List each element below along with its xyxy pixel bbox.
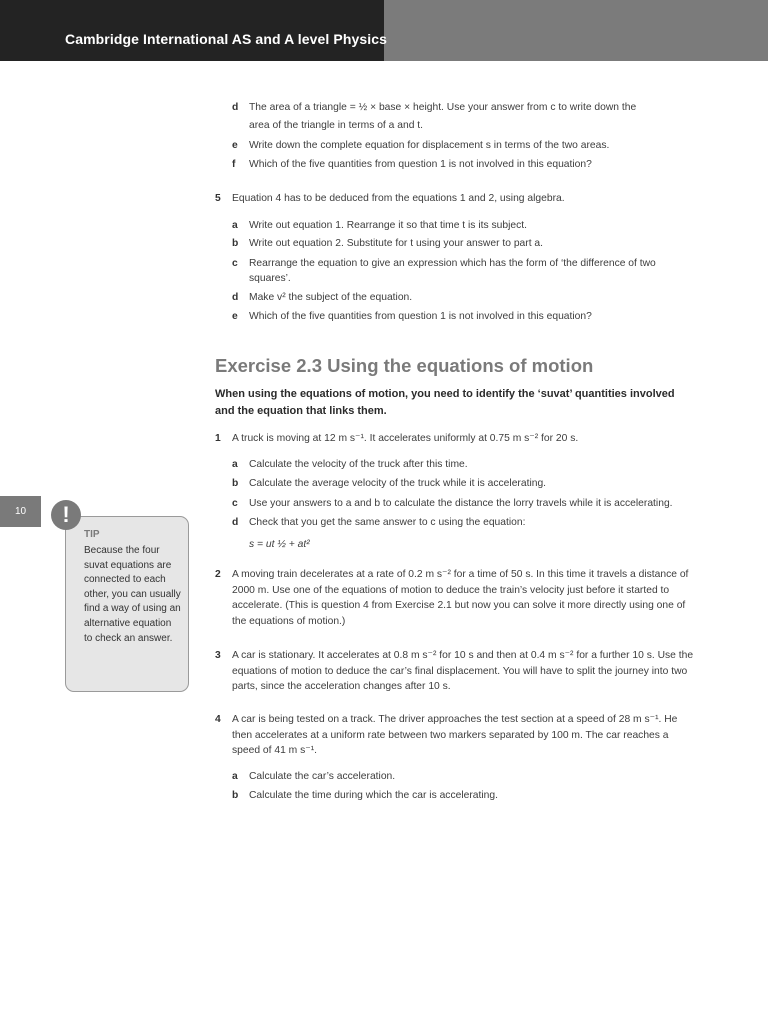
question-text: A moving train decelerates at a rate of 0.2 m s⁻² for a time of 50 s. In this time it travels a distance of 2000 m. Use one of the equations of motion to deduce the train’s velocity just before it started to accelerate. (This is question 4 from Exercise 2.1 but now you can solve it more directly using one of the equations of motion.) (232, 569, 689, 627)
question-number: 4 (215, 714, 221, 725)
question-text: A truck is moving at 12 m s⁻¹. It accelerates uniformly at 0.75 m s⁻² for 20 s. (232, 433, 579, 444)
question-text: Which of the five quantities from question 1 is not involved in this equation? (249, 311, 592, 322)
question-label: d (232, 292, 239, 303)
question-text: The area of a triangle = ½ × base × height. Use your answer from c to write down the (249, 102, 637, 113)
question-label: a (232, 220, 238, 231)
question-label: b (232, 238, 239, 249)
question-label: b (232, 790, 239, 801)
question-text: Make v² the subject of the equation. (249, 292, 413, 303)
question-text: Calculate the velocity of the truck after this time. (249, 459, 468, 470)
question-text: Calculate the average velocity of the truck while it is accelerating. (249, 478, 547, 489)
exclamation-icon: ! (51, 500, 81, 530)
question-number: 3 (215, 650, 221, 661)
header-bar-accent (384, 0, 768, 61)
tip-title: TIP (84, 529, 100, 540)
question-number: 1 (215, 433, 221, 444)
section-intro: When using the equations of motion, you need to identify the ‘suvat’ quantities involved and the equation that links them. (215, 388, 675, 417)
question-text: Equation 4 has to be deduced from the equations 1 and 2, using algebra. (232, 193, 565, 204)
question-text: squares’. (249, 273, 291, 284)
question-label: a (232, 459, 238, 470)
question-text: A car is being tested on a track. The driver approaches the test section at a speed of 28 m s⁻¹. He then accelerates at a uniform rate between two markers separated by 100 m. The car reaches a speed of 41 m s⁻¹. (232, 714, 678, 756)
question-label: f (232, 159, 236, 170)
question-text: Which of the five quantities from question 1 is not involved in this equation? (249, 159, 592, 170)
question-text: Write out equation 1. Rearrange it so that time t is its subject. (249, 220, 527, 231)
question-number: 5 (215, 193, 221, 204)
tip-box (65, 516, 189, 692)
question-text: Calculate the car’s acceleration. (249, 771, 396, 782)
question-label: d (232, 517, 239, 528)
section-heading: Exercise 2.3 Using the equations of motion (215, 355, 594, 376)
question-text: Use your answers to a and b to calculate the distance the lorry travels while it is accelerating. (249, 498, 673, 509)
question-label: a (232, 771, 238, 782)
question-text: area of the triangle in terms of a and t. (249, 120, 424, 131)
question-number: 2 (215, 569, 221, 580)
question-text: Calculate the time during which the car is accelerating. (249, 790, 498, 801)
question-text: Check that you get the same answer to c using the equation: (249, 517, 526, 528)
question-label: e (232, 311, 238, 322)
formula: s = ut ½ + at² (249, 539, 310, 550)
question-text: A car is stationary. It accelerates at 0.8 m s⁻² for 10 s and then at 0.4 m s⁻² for a further 10 s. Use the equations of motion to deduce the car’s final displacement. You will have to split the journey into two parts, since the acceleration changes after 10 s. (232, 650, 694, 692)
page-number: 10 (0, 496, 41, 527)
book-title: Cambridge International AS and A level Physics (65, 31, 388, 47)
question-label: c (232, 258, 238, 269)
question-label: d (232, 102, 239, 113)
question-text: Rearrange the equation to give an expression which has the form of ‘the difference of two (249, 258, 656, 269)
question-label: e (232, 140, 238, 151)
question-text: Write down the complete equation for displacement s in terms of the two areas. (249, 140, 610, 151)
tip-text: Because the four suvat equations are connected to each other, you can usually find a way of using an alternative equation to check an answer. (84, 545, 181, 644)
question-label: b (232, 478, 239, 489)
question-label: c (232, 498, 238, 509)
question-text: Write out equation 2. Substitute for t using your answer to part a. (249, 238, 544, 249)
